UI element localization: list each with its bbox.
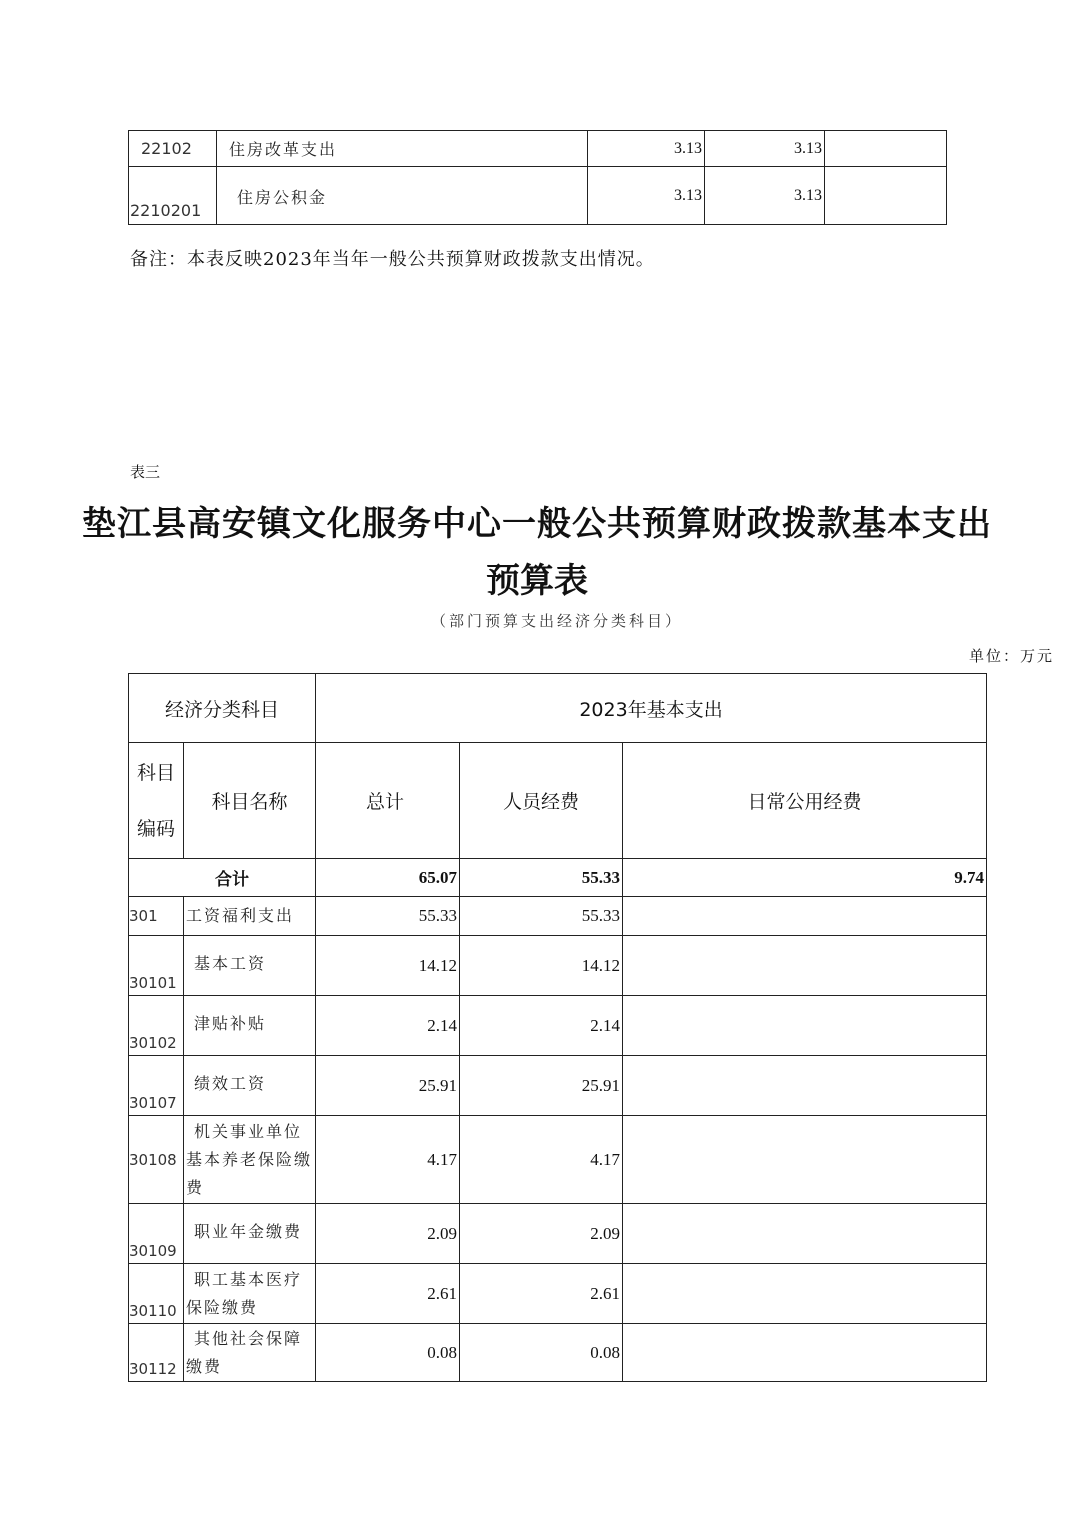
table-row [129, 1056, 987, 1116]
table-number: 表三 [130, 463, 161, 481]
personnel-value: 55.33 [460, 897, 623, 936]
personnel-value: 0.08 [460, 1324, 623, 1382]
page-title: 垫江县高安镇文化服务中心一般公共预算财政拨款基本支出 [82, 504, 992, 544]
subject-code: 30107 [129, 1056, 184, 1116]
header-personnel: 人员经费 [460, 743, 623, 859]
public-value [623, 996, 987, 1056]
table-header-row [129, 674, 987, 743]
subject-name: 住房公积金 [217, 167, 588, 225]
personnel-value: 55.33 [460, 859, 623, 897]
header-public: 日常公用经费 [623, 743, 987, 859]
header-total: 总计 [316, 743, 460, 859]
total-value: 25.91 [316, 1056, 460, 1116]
total-value: 65.07 [316, 859, 460, 897]
public-value [623, 1324, 987, 1382]
public-value [623, 1056, 987, 1116]
personnel-value: 2.61 [460, 1264, 623, 1324]
subject-name: 津贴补贴 [184, 996, 316, 1056]
total-value: 2.09 [316, 1204, 460, 1264]
total-value: 2.61 [316, 1264, 460, 1324]
subject-name: 职业年金缴费 [184, 1204, 316, 1264]
subject-name: 住房改革支出 [217, 131, 588, 167]
table-row [129, 936, 987, 996]
total-value: 2.14 [316, 996, 460, 1056]
total-row [129, 859, 987, 897]
table-row [129, 167, 947, 225]
table-row [129, 131, 947, 167]
total-label: 合计 [129, 859, 316, 897]
basic-value: 3.13 [705, 131, 825, 167]
subject-name: 绩效工资 [184, 1056, 316, 1116]
header-subject-name: 科目名称 [184, 743, 316, 859]
public-value [623, 1264, 987, 1324]
table-row [129, 897, 987, 936]
personnel-value: 25.91 [460, 1056, 623, 1116]
subject-code: 22102 [129, 131, 217, 167]
total-value: 0.08 [316, 1324, 460, 1382]
subject-name: 基本工资 [184, 936, 316, 996]
subject-code: 301 [129, 897, 184, 936]
subject-code: 30102 [129, 996, 184, 1056]
personnel-value: 2.14 [460, 996, 623, 1056]
total-value: 14.12 [316, 936, 460, 996]
personnel-value: 2.09 [460, 1204, 623, 1264]
basic-value: 3.13 [705, 167, 825, 225]
total-value: 3.13 [588, 167, 705, 225]
total-value: 4.17 [316, 1116, 460, 1204]
table-row [129, 1264, 987, 1324]
public-value [623, 936, 987, 996]
project-value [825, 131, 947, 167]
public-value [623, 897, 987, 936]
public-value: 9.74 [623, 859, 987, 897]
project-value [825, 167, 947, 225]
table-row [129, 1116, 987, 1204]
total-value: 3.13 [588, 131, 705, 167]
page-title-line2: 预算表 [486, 561, 588, 601]
subject-code: 30110 [129, 1264, 184, 1324]
public-value [623, 1204, 987, 1264]
subject-name: 机关事业单位基本养老保险缴费 [184, 1116, 316, 1204]
header-basic-expenditure: 2023年基本支出 [316, 674, 987, 743]
subject-code: 30112 [129, 1324, 184, 1382]
table-note: 备注：本表反映2023年当年一般公共预算财政拨款支出情况。 [130, 249, 655, 270]
header-subject-code: 科目编码 [129, 743, 184, 859]
page-subtitle: （部门预算支出经济分类科目） [430, 612, 683, 630]
unit-label: 单位：万元 [968, 647, 1054, 665]
personnel-value: 4.17 [460, 1116, 623, 1204]
subject-name: 职工基本医疗保险缴费 [184, 1264, 316, 1324]
subject-code: 30101 [129, 936, 184, 996]
basic-expenditure-table [128, 673, 987, 1382]
table-row [129, 996, 987, 1056]
table-header-row [129, 743, 987, 859]
subject-code: 30109 [129, 1204, 184, 1264]
header-economic-category: 经济分类科目 [129, 674, 316, 743]
top-expenditure-table [128, 130, 947, 225]
public-value [623, 1116, 987, 1204]
subject-name: 其他社会保障缴费 [184, 1324, 316, 1382]
table-row [129, 1204, 987, 1264]
table-row [129, 1324, 987, 1382]
subject-code: 30108 [129, 1116, 184, 1204]
personnel-value: 14.12 [460, 936, 623, 996]
subject-code: 2210201 [129, 167, 217, 225]
subject-name: 工资福利支出 [184, 897, 316, 936]
total-value: 55.33 [316, 897, 460, 936]
